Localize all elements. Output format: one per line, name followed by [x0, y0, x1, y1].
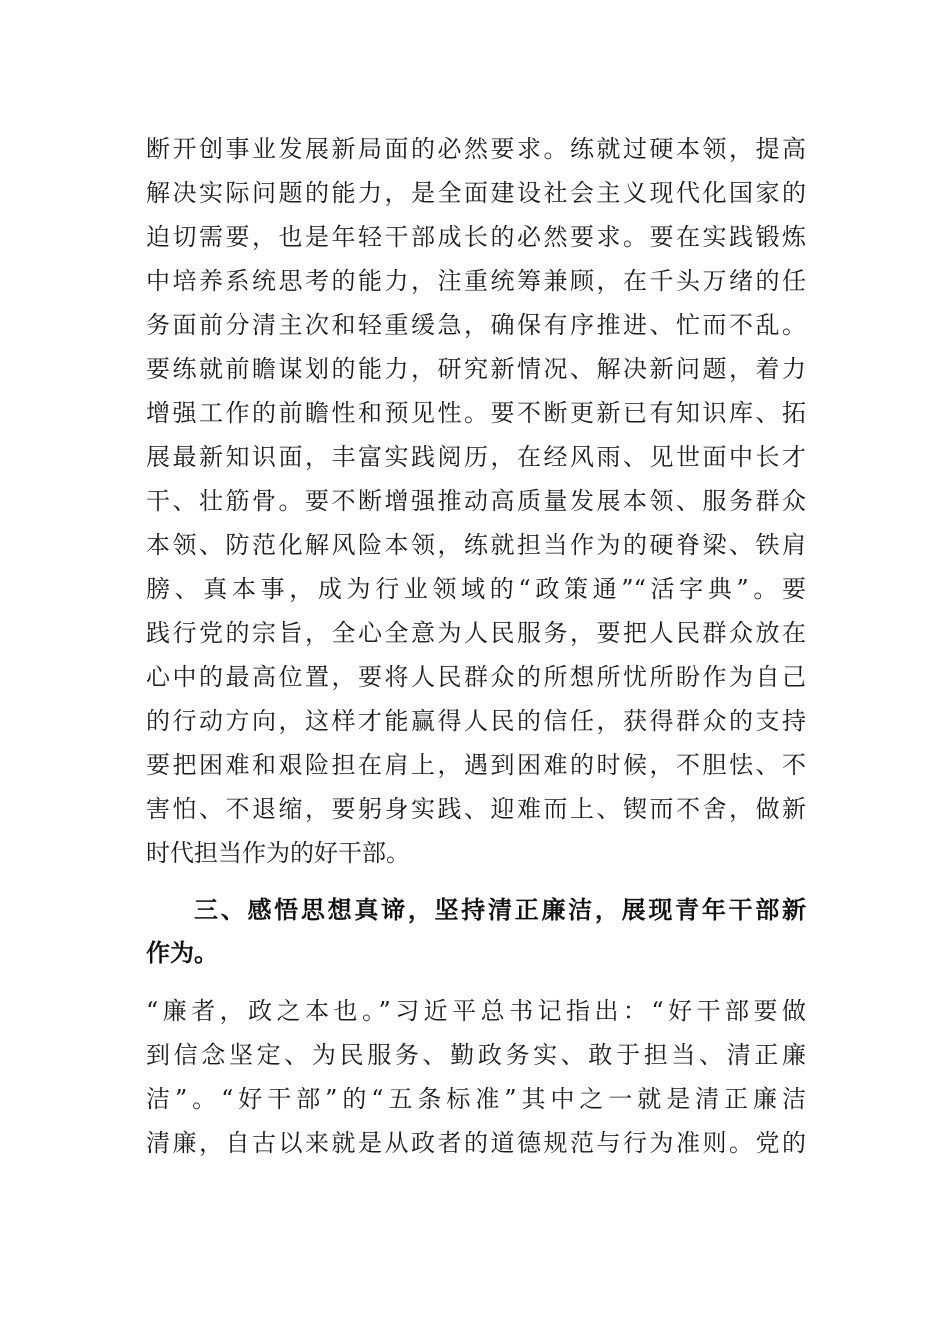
- body-text-line: 本领、防范化解风险本领，练就担当作为的硬脊梁、铁肩: [146, 531, 806, 559]
- body-text-line: 中培养系统思考的能力，注重统筹兼顾，在千头万绪的任: [146, 267, 806, 295]
- body-text-line: 迫切需要，也是年轻干部成长的必然要求。要在实践锻炼: [146, 223, 806, 251]
- body-text-line: 的行动方向，这样才能赢得人民的信任，获得群众的支持: [146, 707, 806, 735]
- body-text-line: 膀、真本事，成为行业领域的“政策通”“活字典”。要: [146, 575, 806, 603]
- section-heading-continued: 作为。: [146, 939, 218, 967]
- body-text-line: 清廉，自古以来就是从政者的道德规范与行为准则。党的: [146, 1129, 806, 1157]
- section-heading: 三、感悟思想真谛，坚持清正廉洁，展现青年干部新: [194, 896, 806, 924]
- body-text-line: 干、壮筋骨。要不断增强推动高质量发展本领、服务群众: [146, 487, 806, 515]
- body-text-line: 要把困难和艰险担在肩上，遇到困难的时候，不胆怯、不: [146, 751, 806, 779]
- body-text-line: 害怕、不退缩，要躬身实践、迎难而上、锲而不舍，做新: [146, 795, 806, 823]
- body-text-line: 务面前分清主次和轻重缓急，确保有序推进、忙而不乱。: [146, 311, 806, 339]
- body-text-line: 洁”。“好干部”的“五条标准”其中之一就是清正廉洁: [146, 1085, 806, 1113]
- body-text-line: 践行党的宗旨，全心全意为人民服务，要把人民群众放在: [146, 619, 806, 647]
- body-text-line: 增强工作的前瞻性和预见性。要不断更新已有知识库、拓: [146, 399, 806, 427]
- body-text-line: 时代担当作为的好干部。: [146, 839, 410, 867]
- body-text-line: 解决实际问题的能力，是全面建设社会主义现代化国家的: [146, 179, 806, 207]
- body-text-line: 断开创事业发展新局面的必然要求。练就过硬本领，提高: [146, 135, 806, 163]
- body-text-line: 要练就前瞻谋划的能力，研究新情况、解决新问题，着力: [146, 355, 806, 383]
- body-text-line: 心中的最高位置，要将人民群众的所想所忧所盼作为自己: [146, 663, 806, 691]
- body-text-line: “廉者，政之本也。”习近平总书记指出：“好干部要做: [146, 997, 806, 1025]
- body-text-line: 到信念坚定、为民服务、勤政务实、敢于担当、清正廉: [146, 1041, 806, 1069]
- body-text-line: 展最新知识面，丰富实践阅历，在经风雨、见世面中长才: [146, 443, 806, 471]
